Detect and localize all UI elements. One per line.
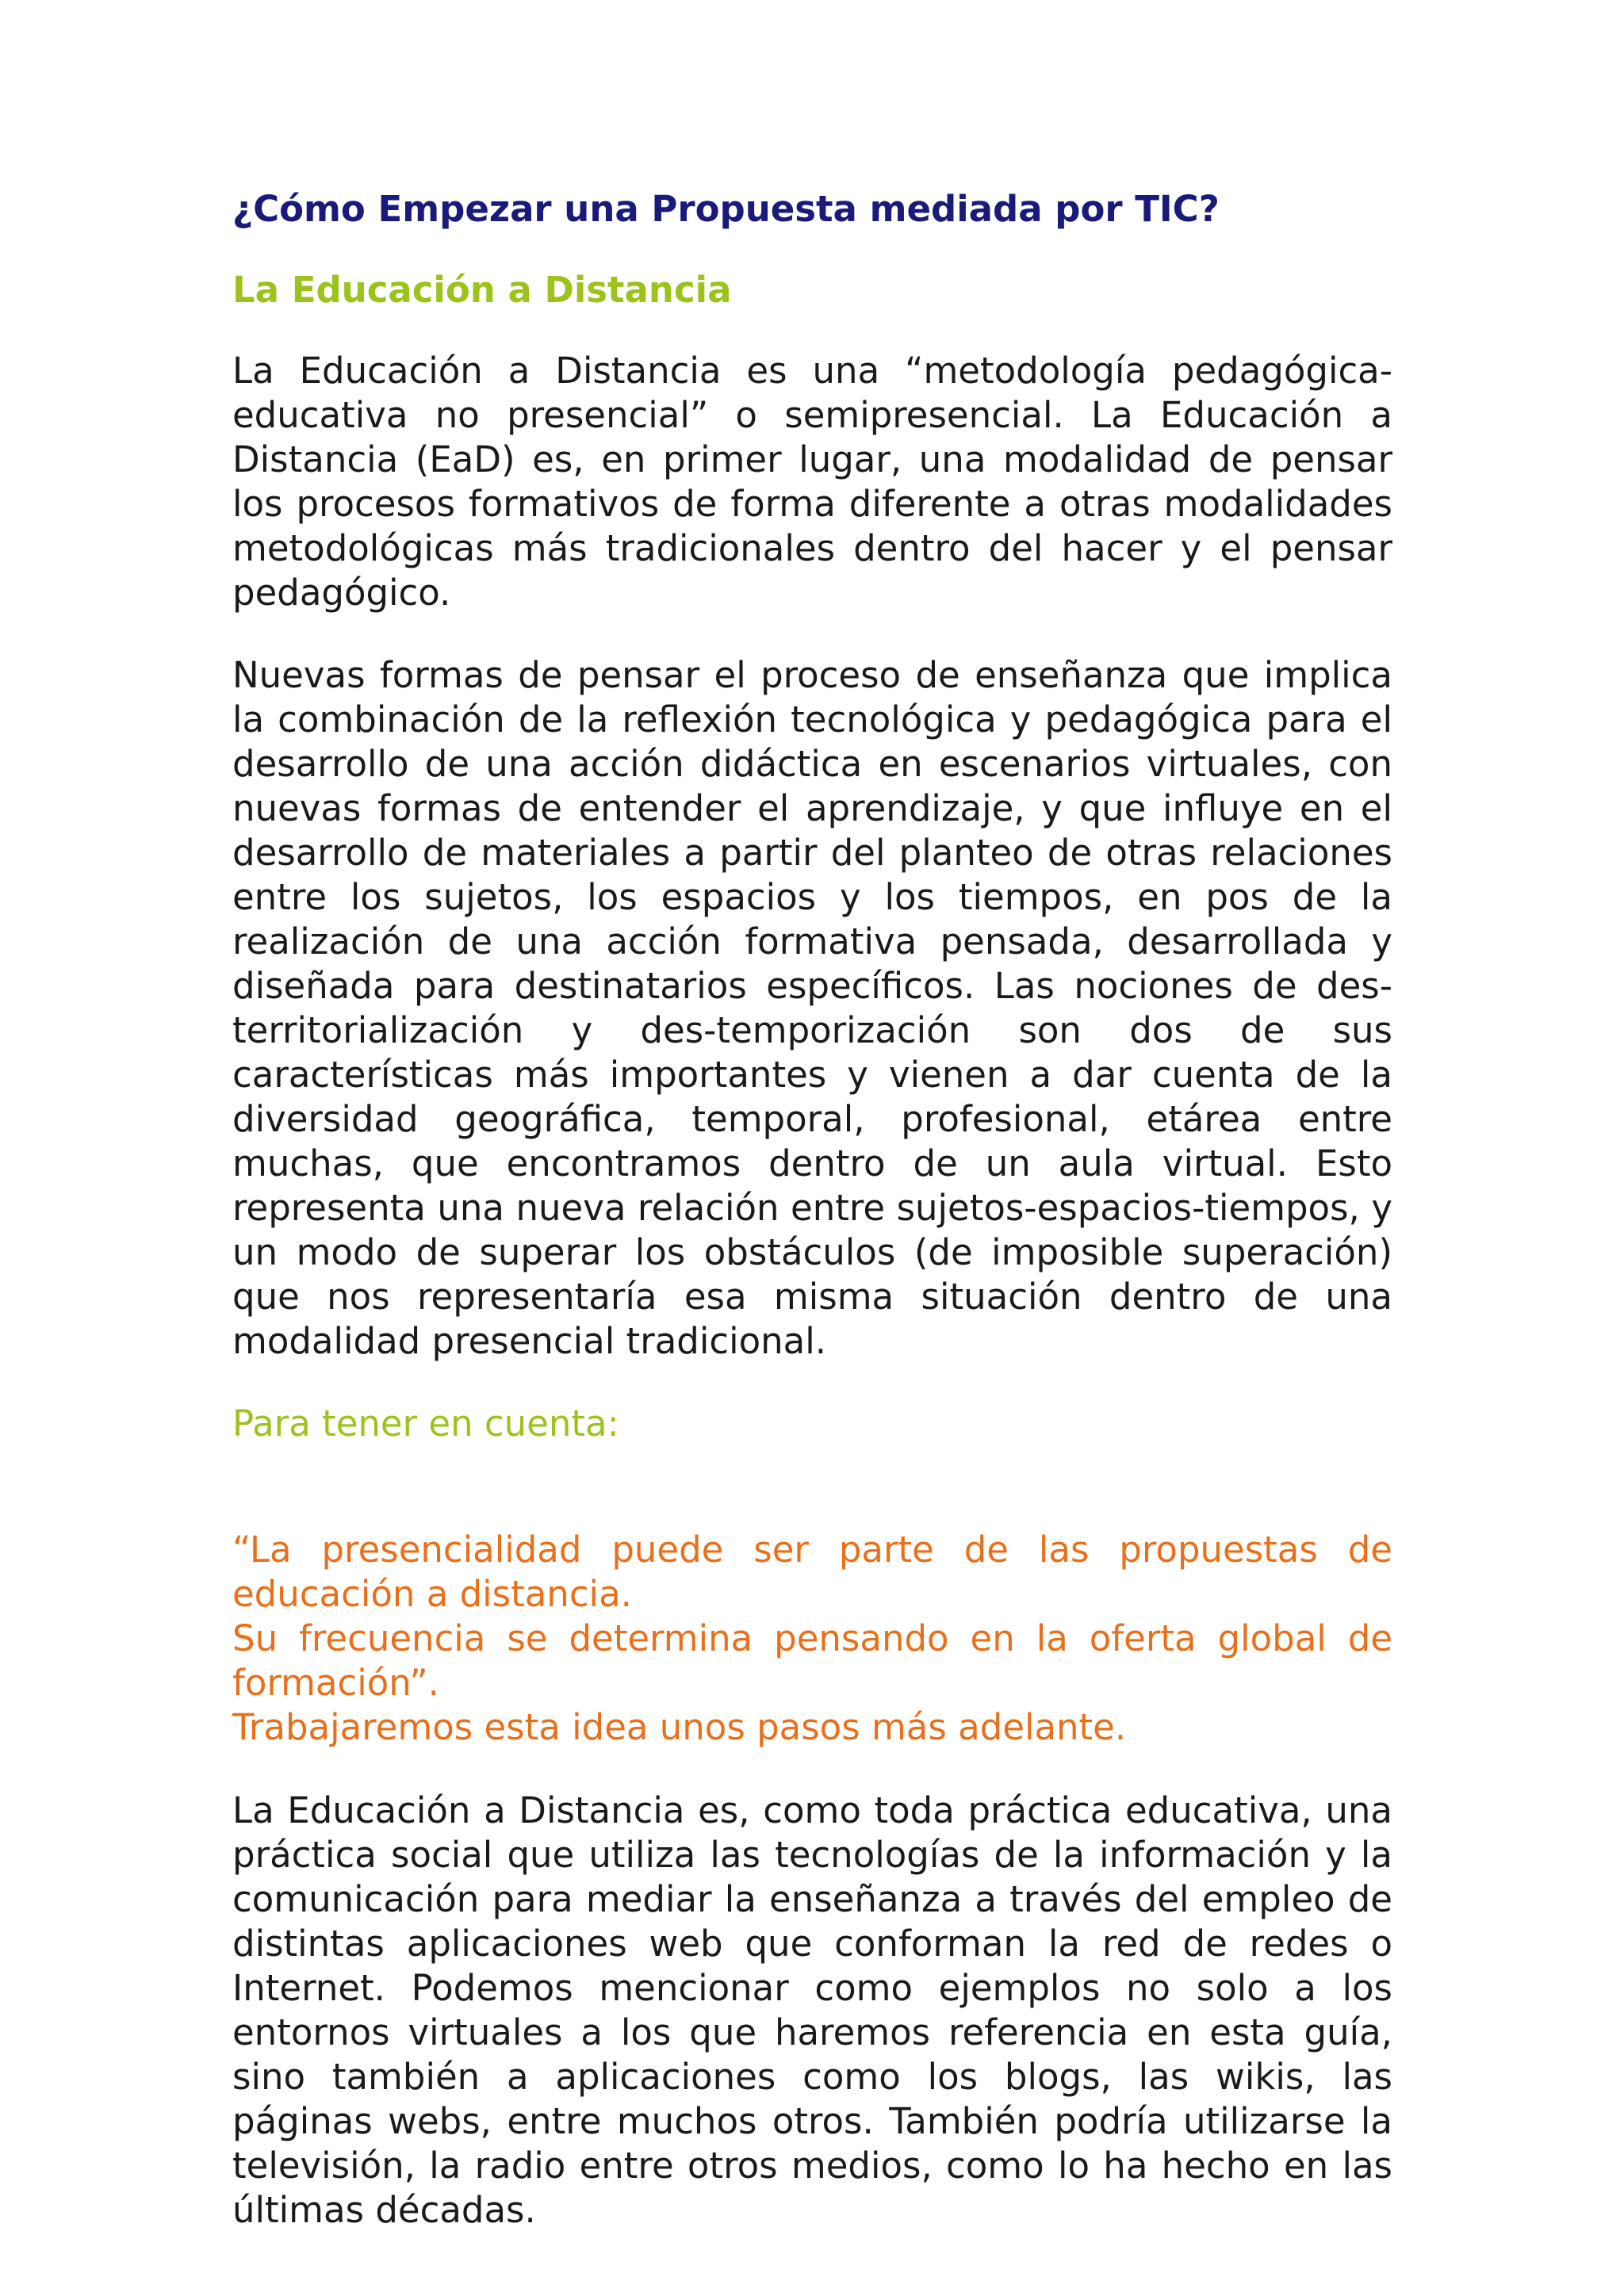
quote-block xyxy=(232,1528,1392,1750)
paragraph-closing: La Educación a Distancia es, como toda práctica educativa, una práctica social que utiliza las tecnologías de la información y la comunicación para mediar la enseñanza a través del empleo de distintas aplicaciones web que conforman la red de redes o Internet. Podemos mencionar como ejemplos no solo a los entornos virtuales a los que haremos referencia en esta guía, sino también a aplicaciones como los blogs, las wikis, las páginas webs, entre muchos otros. También podría utilizarse la televisión, la radio entre otros medios, como lo ha hecho en las últimas décadas. xyxy=(232,1789,1392,2231)
document-content xyxy=(232,187,1392,2271)
page-title: ¿Cómo Empezar una Propuesta mediada por TIC? xyxy=(232,188,1220,230)
section-title: La Educación a Distancia xyxy=(232,269,732,311)
note-title: Para tener en cuenta: xyxy=(232,1402,619,1445)
paragraph-intro: La Educación a Distancia es una “metodología pedagógica- educativa no presencial” o semipresencial. La Educación a Distancia (EaD) es, en primer lugar, una modalidad de pensar los procesos formativos de forma diferente a otras modalidades metodológicas más tradicionales dentro del hacer y el pensar pedagógico. xyxy=(232,350,1392,614)
quote-line: Trabajaremos esta idea unos pasos más adelante. xyxy=(232,1706,1127,1748)
paragraph-main: Nuevas formas de pensar el proceso de enseñanza que implica la combinación de la reflexión tecnológica y pedagógica para el desarrollo de una acción didáctica en escenarios virtuales, con nuevas formas de entender el aprendizaje, y que influye en el desarrollo de materiales a partir del planteo de otras relaciones entre los sujetos, los espacios y los tiempos, en pos de la realización de una acción formativa pensada, desarrollada y diseñada para destinatarios específicos. Las nociones de des-territorialización y des-temporización son dos de sus características más importantes y vienen a dar cuenta de la diversidad geográfica, temporal, profesional, etárea entre muchas, que encontramos dentro de un aula virtual. Esto representa una nueva relación entre sujetos-espacios-tiempos, y un modo de superar los obstáculos (de imposible superación) que nos representaría esa misma situación dentro de una modalidad presencial tradicional. xyxy=(232,654,1392,1362)
quote-line: “La presencialidad puede ser parte de las propuestas de educación a distancia. xyxy=(232,1529,1392,1615)
quote-line: Su frecuencia se determina pensando en la oferta global de formación”. xyxy=(232,1617,1392,1704)
